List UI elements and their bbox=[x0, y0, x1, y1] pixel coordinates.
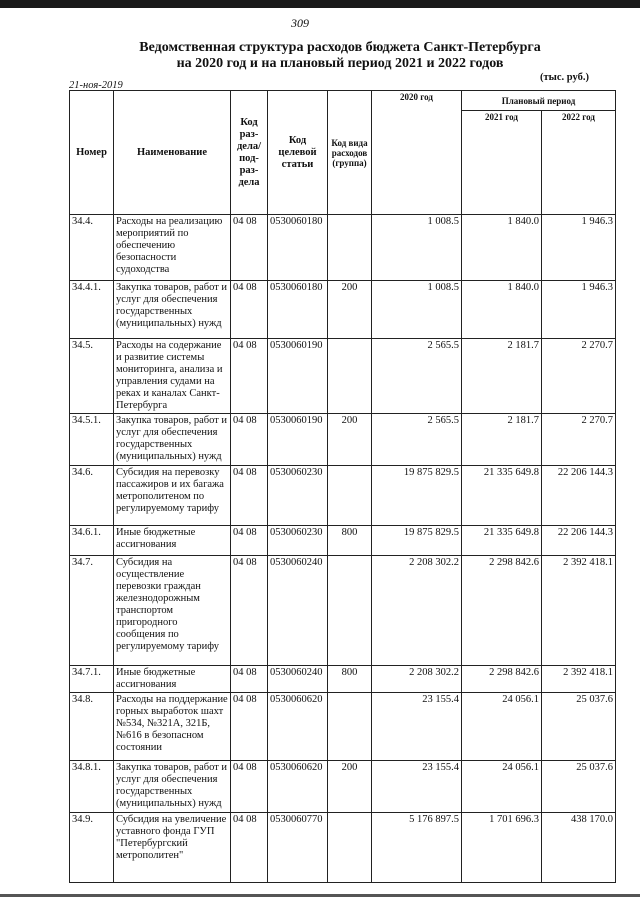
row-target-code: 0530060240 bbox=[268, 556, 328, 666]
header-2022: 2022 год bbox=[542, 111, 616, 215]
row-value-2022: 1 946.3 bbox=[542, 215, 616, 281]
row-number: 34.7.1. bbox=[70, 666, 114, 693]
row-value-2020: 5 176 897.5 bbox=[372, 813, 462, 883]
table-row bbox=[70, 526, 616, 556]
row-name: Закупка товаров, работ и услуг для обеспечения государственных (муниципальных) нужд bbox=[114, 414, 231, 466]
units-label: (тыс. руб.) bbox=[540, 72, 589, 83]
row-name: Субсидия на осуществление перевозки граждан железнодорожным транспортом пригородного сообщения по регулируемому тарифу bbox=[114, 556, 231, 666]
row-value-2022: 22 206 144.3 bbox=[542, 466, 616, 526]
row-value-2020: 2 565.5 bbox=[372, 414, 462, 466]
row-target-code: 0530060180 bbox=[268, 281, 328, 339]
row-section-code: 04 08 bbox=[231, 556, 268, 666]
row-value-2022: 25 037.6 bbox=[542, 693, 616, 761]
row-name: Субсидия на перевозку пассажиров и их багажа метрополитеном по регулируемому тарифу bbox=[114, 466, 231, 526]
row-target-code: 0530060770 bbox=[268, 813, 328, 883]
row-value-2022: 2 270.7 bbox=[542, 339, 616, 414]
row-section-code: 04 08 bbox=[231, 526, 268, 556]
row-value-2021: 24 056.1 bbox=[462, 761, 542, 813]
row-value-2020: 1 008.5 bbox=[372, 215, 462, 281]
row-number: 34.8.1. bbox=[70, 761, 114, 813]
row-expense-type: 800 bbox=[328, 666, 372, 693]
header-section-code: Код раз- дела/ под- раз- дела bbox=[231, 91, 268, 215]
row-target-code: 0530060190 bbox=[268, 414, 328, 466]
row-value-2021: 21 335 649.8 bbox=[462, 466, 542, 526]
table-row bbox=[70, 466, 616, 526]
row-value-2020: 19 875 829.5 bbox=[372, 466, 462, 526]
row-name: Закупка товаров, работ и услуг для обеспечения государственных (муниципальных) нужд bbox=[114, 761, 231, 813]
row-value-2022: 438 170.0 bbox=[542, 813, 616, 883]
table-row bbox=[70, 414, 616, 466]
table-row bbox=[70, 813, 616, 883]
row-number: 34.4. bbox=[70, 215, 114, 281]
table-row bbox=[70, 215, 616, 281]
row-value-2022: 2 392 418.1 bbox=[542, 556, 616, 666]
row-expense-type bbox=[328, 813, 372, 883]
row-value-2021: 2 298 842.6 bbox=[462, 556, 542, 666]
row-value-2020: 2 208 302.2 bbox=[372, 556, 462, 666]
row-number: 34.6. bbox=[70, 466, 114, 526]
row-number: 34.4.1. bbox=[70, 281, 114, 339]
row-name: Расходы на поддержание горных выработок шахт №534, №321А, 321Б, №616 в безопасном состоянии bbox=[114, 693, 231, 761]
row-value-2020: 19 875 829.5 bbox=[372, 526, 462, 556]
row-expense-type: 200 bbox=[328, 761, 372, 813]
row-target-code: 0530060620 bbox=[268, 693, 328, 761]
scan-top-edge bbox=[0, 0, 640, 8]
row-expense-type bbox=[328, 339, 372, 414]
row-value-2021: 2 181.7 bbox=[462, 414, 542, 466]
row-target-code: 0530060240 bbox=[268, 666, 328, 693]
row-value-2021: 1 840.0 bbox=[462, 281, 542, 339]
row-value-2022: 2 270.7 bbox=[542, 414, 616, 466]
row-target-code: 0530060620 bbox=[268, 761, 328, 813]
header-2021: 2021 год bbox=[462, 111, 542, 215]
table-row bbox=[70, 693, 616, 761]
title-line-2: на 2020 год и на плановый период 2021 и 2022 годов bbox=[176, 56, 504, 71]
header-2020: 2020 год bbox=[372, 91, 462, 215]
row-section-code: 04 08 bbox=[231, 761, 268, 813]
row-section-code: 04 08 bbox=[231, 414, 268, 466]
row-expense-type bbox=[328, 466, 372, 526]
title-line-1: Ведомственная структура расходов бюджета Санкт-Петербурга bbox=[139, 40, 541, 55]
header-expense-type: Код вида расходов (группа) bbox=[328, 91, 372, 215]
row-number: 34.9. bbox=[70, 813, 114, 883]
table-row bbox=[70, 556, 616, 666]
row-expense-type bbox=[328, 556, 372, 666]
row-target-code: 0530060230 bbox=[268, 526, 328, 556]
row-value-2020: 2 565.5 bbox=[372, 339, 462, 414]
row-number: 34.6.1. bbox=[70, 526, 114, 556]
row-name: Субсидия на увеличение уставного фонда ГУП "Петербургский метрополитен" bbox=[114, 813, 231, 883]
row-number: 34.5. bbox=[70, 339, 114, 414]
row-value-2020: 2 208 302.2 bbox=[372, 666, 462, 693]
row-value-2021: 2 181.7 bbox=[462, 339, 542, 414]
row-section-code: 04 08 bbox=[231, 281, 268, 339]
header-plan-period: Плановый период bbox=[462, 91, 616, 111]
row-name: Расходы на реализацию мероприятий по обеспечению безопасности судоходства bbox=[114, 215, 231, 281]
row-value-2022: 25 037.6 bbox=[542, 761, 616, 813]
page-number: 309 bbox=[291, 16, 309, 30]
budget-table bbox=[69, 90, 616, 883]
header-number: Номер bbox=[70, 91, 114, 215]
row-section-code: 04 08 bbox=[231, 693, 268, 761]
row-value-2021: 2 298 842.6 bbox=[462, 666, 542, 693]
page-title bbox=[60, 40, 620, 72]
row-value-2020: 23 155.4 bbox=[372, 761, 462, 813]
row-value-2021: 1 701 696.3 bbox=[462, 813, 542, 883]
row-expense-type bbox=[328, 693, 372, 761]
row-number: 34.7. bbox=[70, 556, 114, 666]
header-name: Наименование bbox=[114, 91, 231, 215]
row-section-code: 04 08 bbox=[231, 466, 268, 526]
row-target-code: 0530060230 bbox=[268, 466, 328, 526]
table-row bbox=[70, 666, 616, 693]
row-target-code: 0530060180 bbox=[268, 215, 328, 281]
row-section-code: 04 08 bbox=[231, 813, 268, 883]
row-value-2022: 22 206 144.3 bbox=[542, 526, 616, 556]
scan-bottom-edge bbox=[0, 894, 640, 897]
table-row bbox=[70, 281, 616, 339]
row-name: Иные бюджетные ассигнования bbox=[114, 666, 231, 693]
row-expense-type: 800 bbox=[328, 526, 372, 556]
row-expense-type bbox=[328, 215, 372, 281]
row-expense-type: 200 bbox=[328, 414, 372, 466]
row-name: Закупка товаров, работ и услуг для обеспечения государственных (муниципальных) нужд bbox=[114, 281, 231, 339]
row-value-2022: 2 392 418.1 bbox=[542, 666, 616, 693]
header-target-code: Код целевой статьи bbox=[268, 91, 328, 215]
row-section-code: 04 08 bbox=[231, 339, 268, 414]
row-expense-type: 200 bbox=[328, 281, 372, 339]
row-value-2021: 21 335 649.8 bbox=[462, 526, 542, 556]
row-number: 34.8. bbox=[70, 693, 114, 761]
row-name: Иные бюджетные ассигнования bbox=[114, 526, 231, 556]
document-date: 21-ноя-2019 bbox=[69, 80, 123, 91]
row-value-2021: 24 056.1 bbox=[462, 693, 542, 761]
row-value-2020: 1 008.5 bbox=[372, 281, 462, 339]
table-row bbox=[70, 761, 616, 813]
table-row bbox=[70, 339, 616, 414]
row-value-2021: 1 840.0 bbox=[462, 215, 542, 281]
row-name: Расходы на содержание и развитие системы мониторинга, анализа и управления судами на реках и каналах Санкт-Петербурга bbox=[114, 339, 231, 414]
row-target-code: 0530060190 bbox=[268, 339, 328, 414]
row-number: 34.5.1. bbox=[70, 414, 114, 466]
row-section-code: 04 08 bbox=[231, 666, 268, 693]
row-section-code: 04 08 bbox=[231, 215, 268, 281]
row-value-2022: 1 946.3 bbox=[542, 281, 616, 339]
row-value-2020: 23 155.4 bbox=[372, 693, 462, 761]
